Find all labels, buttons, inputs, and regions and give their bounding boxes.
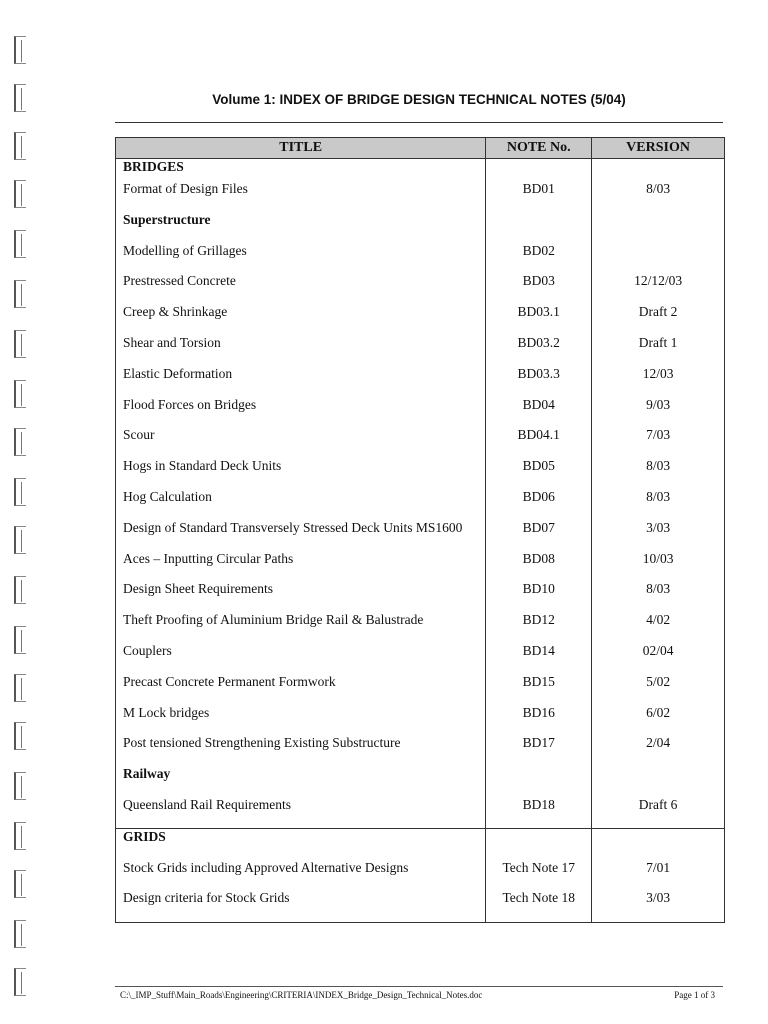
row-version: 3/03 bbox=[592, 520, 725, 551]
binder-ring-icon bbox=[14, 180, 26, 208]
table-row bbox=[116, 735, 725, 766]
section-row bbox=[116, 212, 725, 243]
row-title: Creep & Shrinkage bbox=[116, 304, 486, 335]
row-note-number: BD10 bbox=[486, 581, 592, 612]
binder-ring-icon bbox=[14, 280, 26, 308]
binder-ring-icon bbox=[14, 478, 26, 506]
footer-divider bbox=[115, 986, 723, 987]
row-note-number: BD16 bbox=[486, 705, 592, 736]
column-header-version: VERSION bbox=[592, 138, 725, 159]
row-note-number: BD12 bbox=[486, 612, 592, 643]
column-header-note: NOTE No. bbox=[486, 138, 592, 159]
row-note-number: BD03.2 bbox=[486, 335, 592, 366]
row-title: Prestressed Concrete bbox=[116, 273, 486, 304]
row-note-number: BD04.1 bbox=[486, 427, 592, 458]
binder-ring-icon bbox=[14, 428, 26, 456]
table-row bbox=[116, 273, 725, 304]
row-title: Superstructure bbox=[116, 212, 486, 243]
table-row bbox=[116, 366, 725, 397]
row-note-number: BD02 bbox=[486, 243, 592, 274]
row-note-number: BD03 bbox=[486, 273, 592, 304]
binder-ring-icon bbox=[14, 822, 26, 850]
table-row bbox=[116, 551, 725, 582]
table-row bbox=[116, 304, 725, 335]
title-divider bbox=[115, 122, 723, 123]
row-title: Elastic Deformation bbox=[116, 366, 486, 397]
row-version: 3/03 bbox=[592, 890, 725, 923]
table-row bbox=[116, 243, 725, 274]
binder-ring-icon bbox=[14, 674, 26, 702]
row-title: Hogs in Standard Deck Units bbox=[116, 458, 486, 489]
row-version: 8/03 bbox=[592, 581, 725, 612]
table-row bbox=[116, 674, 725, 705]
binder-ring-icon bbox=[14, 870, 26, 898]
row-title: Modelling of Grillages bbox=[116, 243, 486, 274]
row-version: 12/03 bbox=[592, 366, 725, 397]
page-title: Volume 1: INDEX OF BRIDGE DESIGN TECHNICAL NOTES (5/04) bbox=[212, 92, 626, 107]
binder-ring-icon bbox=[14, 36, 26, 64]
row-version: 02/04 bbox=[592, 643, 725, 674]
table-header-row bbox=[116, 138, 725, 159]
index-table bbox=[115, 137, 725, 923]
row-version: 7/01 bbox=[592, 860, 725, 891]
footer-page-number: Page 1 of 3 bbox=[674, 990, 715, 1000]
row-note-number: BD01 bbox=[486, 181, 592, 212]
table-row bbox=[116, 890, 725, 923]
table-row bbox=[116, 520, 725, 551]
row-version: 10/03 bbox=[592, 551, 725, 582]
binder-ring-icon bbox=[14, 330, 26, 358]
row-note-number: BD14 bbox=[486, 643, 592, 674]
binder-ring-icon bbox=[14, 576, 26, 604]
row-title: Queensland Rail Requirements bbox=[116, 797, 486, 828]
row-note-number bbox=[486, 828, 592, 859]
row-title: Precast Concrete Permanent Formwork bbox=[116, 674, 486, 705]
row-note-number: Tech Note 18 bbox=[486, 890, 592, 923]
table-row bbox=[116, 427, 725, 458]
row-title: Format of Design Files bbox=[116, 181, 486, 212]
row-title: Railway bbox=[116, 766, 486, 797]
footer-file-path: C:\_IMP_Stuff\Main_Roads\Engineering\CRITERIA\INDEX_Bridge_Design_Technical_Notes.doc bbox=[120, 990, 483, 1000]
binder-ring-icon bbox=[14, 722, 26, 750]
row-version: 8/03 bbox=[592, 181, 725, 212]
row-title: Shear and Torsion bbox=[116, 335, 486, 366]
row-title: Design of Standard Transversely Stressed Deck Units MS1600 bbox=[116, 520, 486, 551]
row-note-number bbox=[486, 766, 592, 797]
table-body bbox=[116, 159, 725, 923]
row-note-number: BD15 bbox=[486, 674, 592, 705]
row-note-number: Tech Note 17 bbox=[486, 860, 592, 891]
row-title: Stock Grids including Approved Alternative Designs bbox=[116, 860, 486, 891]
row-note-number: BD18 bbox=[486, 797, 592, 828]
row-version: 4/02 bbox=[592, 612, 725, 643]
binder-ring-icon bbox=[14, 526, 26, 554]
row-note-number: BD03.3 bbox=[486, 366, 592, 397]
row-note-number bbox=[486, 159, 592, 182]
binder-ring-icon bbox=[14, 132, 26, 160]
binder-holes bbox=[0, 0, 40, 1024]
table-row bbox=[116, 489, 725, 520]
binder-ring-icon bbox=[14, 380, 26, 408]
row-title: Hog Calculation bbox=[116, 489, 486, 520]
row-title: Design Sheet Requirements bbox=[116, 581, 486, 612]
row-note-number: BD04 bbox=[486, 397, 592, 428]
binder-ring-icon bbox=[14, 772, 26, 800]
row-note-number: BD17 bbox=[486, 735, 592, 766]
column-header-title: TITLE bbox=[116, 138, 486, 159]
table-row bbox=[116, 612, 725, 643]
row-version: 5/02 bbox=[592, 674, 725, 705]
row-title: Aces – Inputting Circular Paths bbox=[116, 551, 486, 582]
table-row bbox=[116, 581, 725, 612]
row-version bbox=[592, 828, 725, 859]
row-version: Draft 1 bbox=[592, 335, 725, 366]
section-row bbox=[116, 159, 725, 182]
table-row bbox=[116, 797, 725, 828]
row-note-number: BD05 bbox=[486, 458, 592, 489]
binder-ring-icon bbox=[14, 968, 26, 996]
row-version bbox=[592, 212, 725, 243]
row-version: Draft 2 bbox=[592, 304, 725, 335]
row-version: 6/02 bbox=[592, 705, 725, 736]
binder-ring-icon bbox=[14, 626, 26, 654]
binder-ring-icon bbox=[14, 230, 26, 258]
row-title: M Lock bridges bbox=[116, 705, 486, 736]
table-row bbox=[116, 458, 725, 489]
row-version: 8/03 bbox=[592, 489, 725, 520]
row-version bbox=[592, 159, 725, 182]
section-row bbox=[116, 766, 725, 797]
row-note-number: BD03.1 bbox=[486, 304, 592, 335]
section-row bbox=[116, 828, 725, 859]
row-title: GRIDS bbox=[116, 828, 486, 859]
row-version: 7/03 bbox=[592, 427, 725, 458]
table-row bbox=[116, 643, 725, 674]
row-version: 9/03 bbox=[592, 397, 725, 428]
table-row bbox=[116, 181, 725, 212]
row-title: Theft Proofing of Aluminium Bridge Rail & Balustrade bbox=[116, 612, 486, 643]
row-version bbox=[592, 243, 725, 274]
row-version: 8/03 bbox=[592, 458, 725, 489]
binder-ring-icon bbox=[14, 920, 26, 948]
table-row bbox=[116, 335, 725, 366]
row-title: Scour bbox=[116, 427, 486, 458]
row-title: Design criteria for Stock Grids bbox=[116, 890, 486, 923]
row-note-number: BD08 bbox=[486, 551, 592, 582]
row-note-number: BD07 bbox=[486, 520, 592, 551]
row-title: Couplers bbox=[116, 643, 486, 674]
row-note-number: BD06 bbox=[486, 489, 592, 520]
table-row bbox=[116, 860, 725, 891]
row-title: Post tensioned Strengthening Existing Substructure bbox=[116, 735, 486, 766]
row-title: Flood Forces on Bridges bbox=[116, 397, 486, 428]
row-title: BRIDGES bbox=[116, 159, 486, 182]
table-row bbox=[116, 705, 725, 736]
row-version: 2/04 bbox=[592, 735, 725, 766]
row-version: Draft 6 bbox=[592, 797, 725, 828]
table-row bbox=[116, 397, 725, 428]
row-note-number bbox=[486, 212, 592, 243]
binder-ring-icon bbox=[14, 84, 26, 112]
row-version: 12/12/03 bbox=[592, 273, 725, 304]
row-version bbox=[592, 766, 725, 797]
